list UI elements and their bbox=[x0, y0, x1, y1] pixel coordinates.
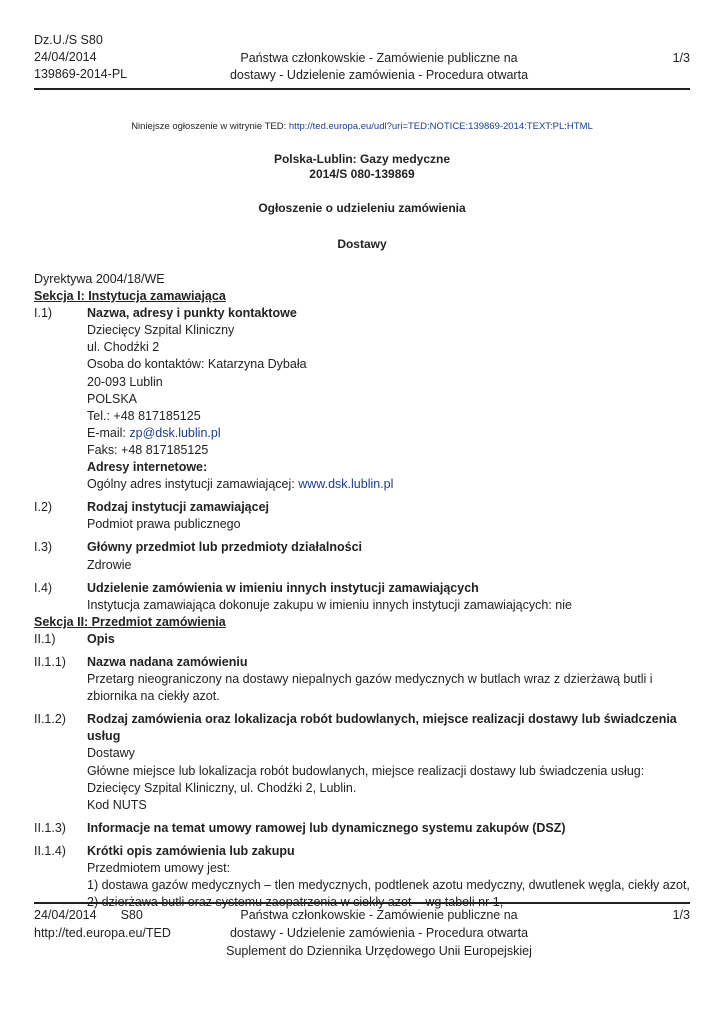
footer-line3: Suplement do Dziennika Urzędowego Unii Europejskiej bbox=[226, 944, 532, 958]
general-address-row bbox=[87, 476, 690, 493]
section-i1 bbox=[34, 305, 690, 493]
notice-title-line2: 2014/S 080-139869 bbox=[309, 167, 415, 181]
header-title-line1: Państwa członkowskie - Zamówienie publiczne na bbox=[240, 51, 518, 65]
section-value: Instytucja zamawiająca dokonuje zakupu w imieniu innych instytucji zamawiających: nie bbox=[87, 597, 572, 612]
description-intro: Przedmiotem umowy jest: bbox=[87, 861, 231, 875]
section-title: Rodzaj instytucji zamawiającej bbox=[87, 500, 270, 515]
notice-body bbox=[34, 271, 690, 911]
section-number: I.4) bbox=[34, 580, 53, 595]
section-title: Opis bbox=[87, 631, 115, 646]
section-title: Krótki opis zamówienia lub zakupu bbox=[87, 843, 295, 858]
email-label: E-mail: bbox=[87, 425, 126, 440]
contract-kind: Dostawy bbox=[87, 746, 135, 761]
header-title bbox=[184, 50, 574, 84]
contract-type: Dostawy bbox=[337, 237, 387, 251]
section-value: Przetarg nieograniczony na dostawy niepalnych gazów medycznych w butlach wraz z dzierżawą butli i zbiornika na ciekły azot. bbox=[87, 672, 653, 704]
section-value: Zdrowie bbox=[87, 557, 132, 572]
page-header bbox=[34, 32, 690, 90]
internet-addresses-heading: Adresy internetowe: bbox=[87, 460, 208, 475]
notice-type: Ogłoszenie o udzieleniu zamówienia bbox=[258, 201, 466, 215]
ted-notice-link[interactable]: http://ted.europa.eu/udl?uri=TED:NOTICE:139869-2014:TEXT:PL:HTML bbox=[288, 121, 593, 132]
section-title: Rodzaj zamówienia oraz lokalizacja robót budowlanych, miejsce realizacji dostawy lub świadczenia usług bbox=[87, 712, 677, 744]
general-address-link[interactable]: www.dsk.lublin.pl bbox=[298, 477, 394, 492]
section-number: II.1.4) bbox=[34, 843, 66, 858]
fax: Faks: +48 817185125 bbox=[87, 442, 209, 457]
section-number: II.1.1) bbox=[34, 654, 66, 669]
general-address-label: Ogólny adres instytucji zamawiającej: bbox=[87, 477, 295, 492]
footer-page-number: 1/3 bbox=[672, 908, 690, 922]
section-number: II.1.2) bbox=[34, 712, 66, 727]
section-number: II.1) bbox=[34, 631, 56, 646]
authority-name: Dziecięcy Szpital Kliniczny bbox=[87, 323, 235, 338]
section-ii12 bbox=[34, 711, 690, 814]
telephone: Tel.: +48 817185125 bbox=[87, 408, 201, 423]
header-left bbox=[34, 32, 127, 83]
footer-line1: Państwa członkowskie - Zamówienie publiczne na bbox=[240, 908, 518, 922]
email-row bbox=[87, 425, 690, 442]
notice-title-line1: Polska-Lublin: Gazy medyczne bbox=[273, 152, 451, 166]
header-page-number: 1/3 bbox=[672, 51, 690, 65]
ted-notice-prefix: Niniejsze ogłoszenie w witrynie TED: bbox=[131, 121, 287, 132]
section-i3 bbox=[34, 539, 690, 573]
footer-line2: dostawy - Udzielenie zamówienia - Procedura otwarta bbox=[229, 926, 529, 940]
section-title: Główny przedmiot lub przedmioty działalności bbox=[87, 540, 363, 555]
footer-date: 24/04/2014 bbox=[34, 908, 97, 922]
footer-title bbox=[184, 906, 574, 960]
section-title: Nazwa nadana zamówieniu bbox=[87, 654, 248, 669]
section-number: I.3) bbox=[34, 540, 53, 555]
header-date: 24/04/2014 bbox=[34, 50, 97, 64]
section-title: Nazwa, adresy i punkty kontaktowe bbox=[87, 306, 297, 321]
section-ii13 bbox=[34, 820, 690, 837]
postal-code-city: 20-093 Lublin bbox=[87, 374, 163, 389]
section-i2 bbox=[34, 499, 690, 533]
section-ii1 bbox=[34, 631, 690, 648]
delivery-location: Główne miejsce lub lokalizacja robót budowlanych, miejsce realizacji dostawy lub świadczenia usług: Dziecięcy Szpital Kliniczny, ul. Chodźki 2, Lublin. bbox=[87, 763, 645, 795]
header-doc-id: 139869-2014-PL bbox=[34, 67, 128, 81]
directive: Dyrektywa 2004/18/WE bbox=[34, 272, 165, 286]
footer-left bbox=[34, 906, 171, 942]
section-ii11 bbox=[34, 654, 690, 705]
notice-title bbox=[0, 152, 724, 181]
section-number: II.1.3) bbox=[34, 820, 66, 835]
description-item: 1) dostawa gazów medycznych – tlen medycznych, podtlenek azotu medyczny, dwutlenek węgla, ciekły azot, bbox=[87, 878, 690, 893]
ted-notice-line bbox=[0, 121, 724, 132]
authority-street: ul. Chodźki 2 bbox=[87, 340, 160, 355]
country: POLSKA bbox=[87, 391, 138, 406]
section-1-heading: Sekcja I: Instytucja zamawiająca bbox=[34, 289, 226, 304]
section-value: Podmiot prawa publicznego bbox=[87, 517, 241, 532]
section-i4 bbox=[34, 580, 690, 614]
section-title: Udzielenie zamówienia w imieniu innych instytucji zamawiających bbox=[87, 580, 479, 595]
section-number: I.1) bbox=[34, 306, 53, 321]
header-title-line2: dostawy - Udzielenie zamówienia - Procedura otwarta bbox=[229, 68, 529, 82]
email-link[interactable]: zp@dsk.lublin.pl bbox=[129, 425, 221, 440]
description-item: 2) dzierżawa butli oraz systemu zaopatrzenia w ciekły azot – wg tabeli nr 1, bbox=[87, 895, 504, 910]
section-2-heading: Sekcja II: Przedmiot zamówienia bbox=[34, 614, 226, 629]
section-number: I.2) bbox=[34, 500, 53, 515]
contact-person: Osoba do kontaktów: Katarzyna Dybała bbox=[87, 357, 307, 372]
section-title: Informacje na temat umowy ramowej lub dynamicznego systemu zakupów (DSZ) bbox=[87, 820, 566, 835]
nuts-code: Kod NUTS bbox=[87, 797, 147, 812]
footer-series: S80 bbox=[120, 908, 143, 922]
header-ref: Dz.U./S S80 bbox=[34, 33, 103, 47]
footer-url[interactable]: http://ted.europa.eu/TED bbox=[34, 926, 171, 940]
